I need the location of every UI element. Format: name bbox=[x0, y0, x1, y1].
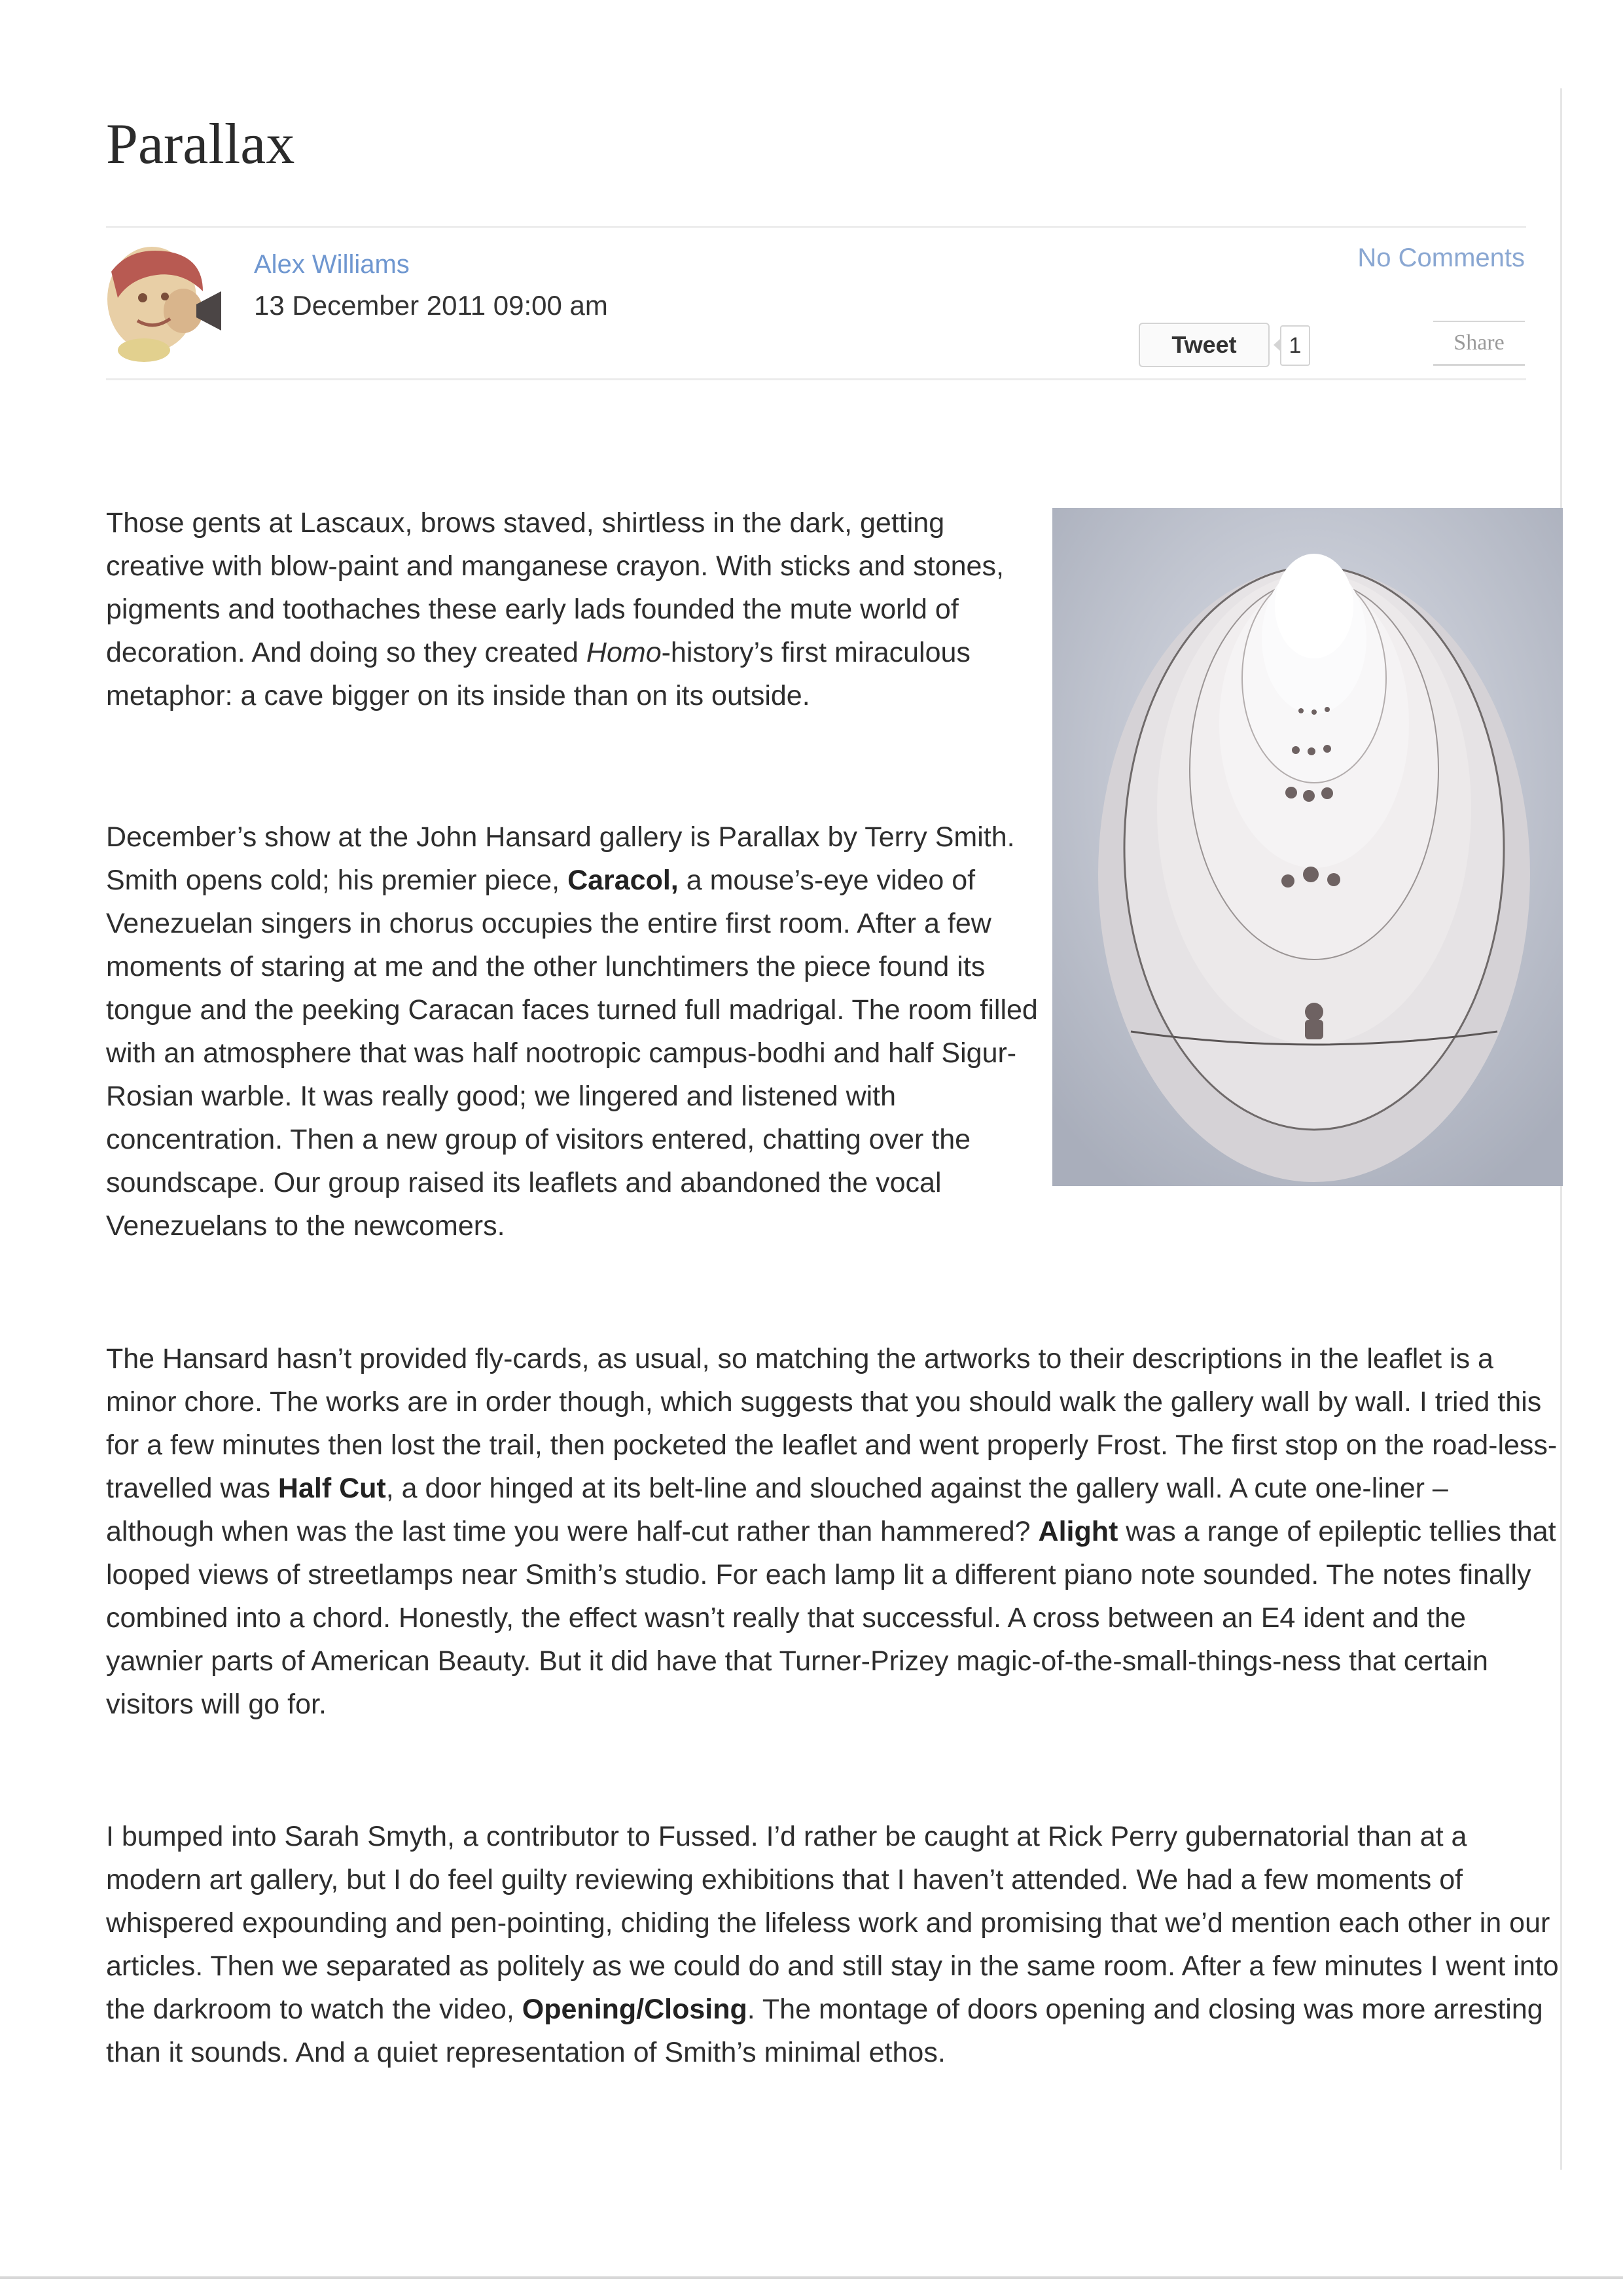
artwork-title-alight: Alight bbox=[1038, 1516, 1118, 1547]
paragraph-4-text-a: I bumped into Sarah Smyth, a contributor to Fussed. I’d rather be caught at Rick Perry gubernatorial than at a modern art gallery, but I do feel guilty reviewing exhibitions that I haven’t attended. We had a few moments of whispered expounding and pen-pointing, chiding the lifeless work and promising that we’d mention each other in our articles. Then we separated as politely as we could do and still stay in the same room. After a few minutes I went into the darkroom to watch the video, bbox=[106, 1821, 1559, 2025]
paragraph-2-text-b: a mouse’s-eye video of Venezuelan singers in chorus occupies the entire first room. After a few moments of staring at me and the other lunchtimers the piece found its tongue and the peeking Caracan faces turned full madrigal. The room filled with an atmosphere that was half nootropic campus-bodhi and half Sigur-Rosian warble. It was really good; we lingered and listened with concentration. Then a new group of visitors entered, chatting over the soundscape. Our group raised its leaflets and abandoned the vocal Venezuelans to the newcomers. bbox=[106, 865, 1038, 1242]
caracol-stairwell-photo bbox=[1052, 508, 1563, 1186]
paragraph-3-text-a: The Hansard hasn’t provided fly-cards, as usual, so matching the artworks to their descriptions in the leaflet is a minor chore. The works are in order though, which suggests that you should walk the gallery wall by wall. I tried this for a few minutes then lost the trail, then pocketed the leaflet and went properly Frost. The first stop on the road-less-travelled was bbox=[106, 1343, 1558, 1504]
paragraph-3 bbox=[106, 1337, 1559, 1726]
paragraph-4 bbox=[106, 1815, 1559, 2074]
paragraph-2-text-a: December’s show at the John Hansard gallery is Parallax by Terry Smith. Smith opens cold; his premier piece, bbox=[106, 821, 1015, 896]
author-avatar-icon[interactable] bbox=[105, 245, 223, 363]
paragraph-1-text-b: -history’s first miraculous metaphor: a cave bigger on its inside than on its outside. bbox=[106, 637, 971, 711]
page-edge-bottom bbox=[0, 2276, 1623, 2279]
artwork-title-half-cut: Half Cut bbox=[277, 1473, 386, 1504]
paragraph-3-text-c: was a range of epileptic tellies that looped views of streetlamps near Smith’s studio. For each lamp lit a different piano note sounded. The notes finally combined into a chord. Honestly, the effect wasn’t really that successful. A cross between an E4 ident and the yawnier parts of American Beauty. But it did have that Turner-Prizey magic-of-the-small-things-ness that certain visitors will go for. bbox=[106, 1516, 1556, 1720]
artwork-title-caracol: Caracol, bbox=[567, 865, 679, 896]
paragraph-3-text-b: , a door hinged at its belt-line and slouched against the gallery wall. A cute one-liner – although when was the last time you were half-cut rather than hammered? bbox=[106, 1473, 1448, 1547]
header-divider-top bbox=[106, 226, 1526, 228]
article-title: Parallax bbox=[106, 113, 295, 176]
paragraph-1-emphasis: Homo bbox=[586, 637, 662, 668]
post-date: 13 December 2011 09:00 am bbox=[254, 290, 608, 321]
share-button[interactable]: Share bbox=[1433, 321, 1525, 366]
paragraph-2 bbox=[106, 816, 1048, 1247]
tweet-count: 1 bbox=[1280, 325, 1310, 366]
comments-link[interactable]: No Comments bbox=[1357, 243, 1525, 272]
tweet-button[interactable]: Tweet bbox=[1139, 323, 1270, 367]
paragraph-4-text-b: . The montage of doors opening and closing was more arresting than it sounds. And a quiet representation of Smith’s minimal ethos. bbox=[106, 1994, 1543, 2068]
paragraph-1-text-a: Those gents at Lascaux, brows staved, shirtless in the dark, getting creative with blow-paint and manganese crayon. With sticks and stones, pigments and toothaches these early lads founded the mute world of decoration. And doing so they created bbox=[106, 507, 1004, 668]
author-link[interactable]: Alex Williams bbox=[254, 250, 410, 279]
paragraph-1 bbox=[106, 501, 1042, 717]
header-divider-bottom bbox=[106, 378, 1526, 380]
artwork-title-opening-closing: Opening/Closing bbox=[522, 1994, 747, 2025]
